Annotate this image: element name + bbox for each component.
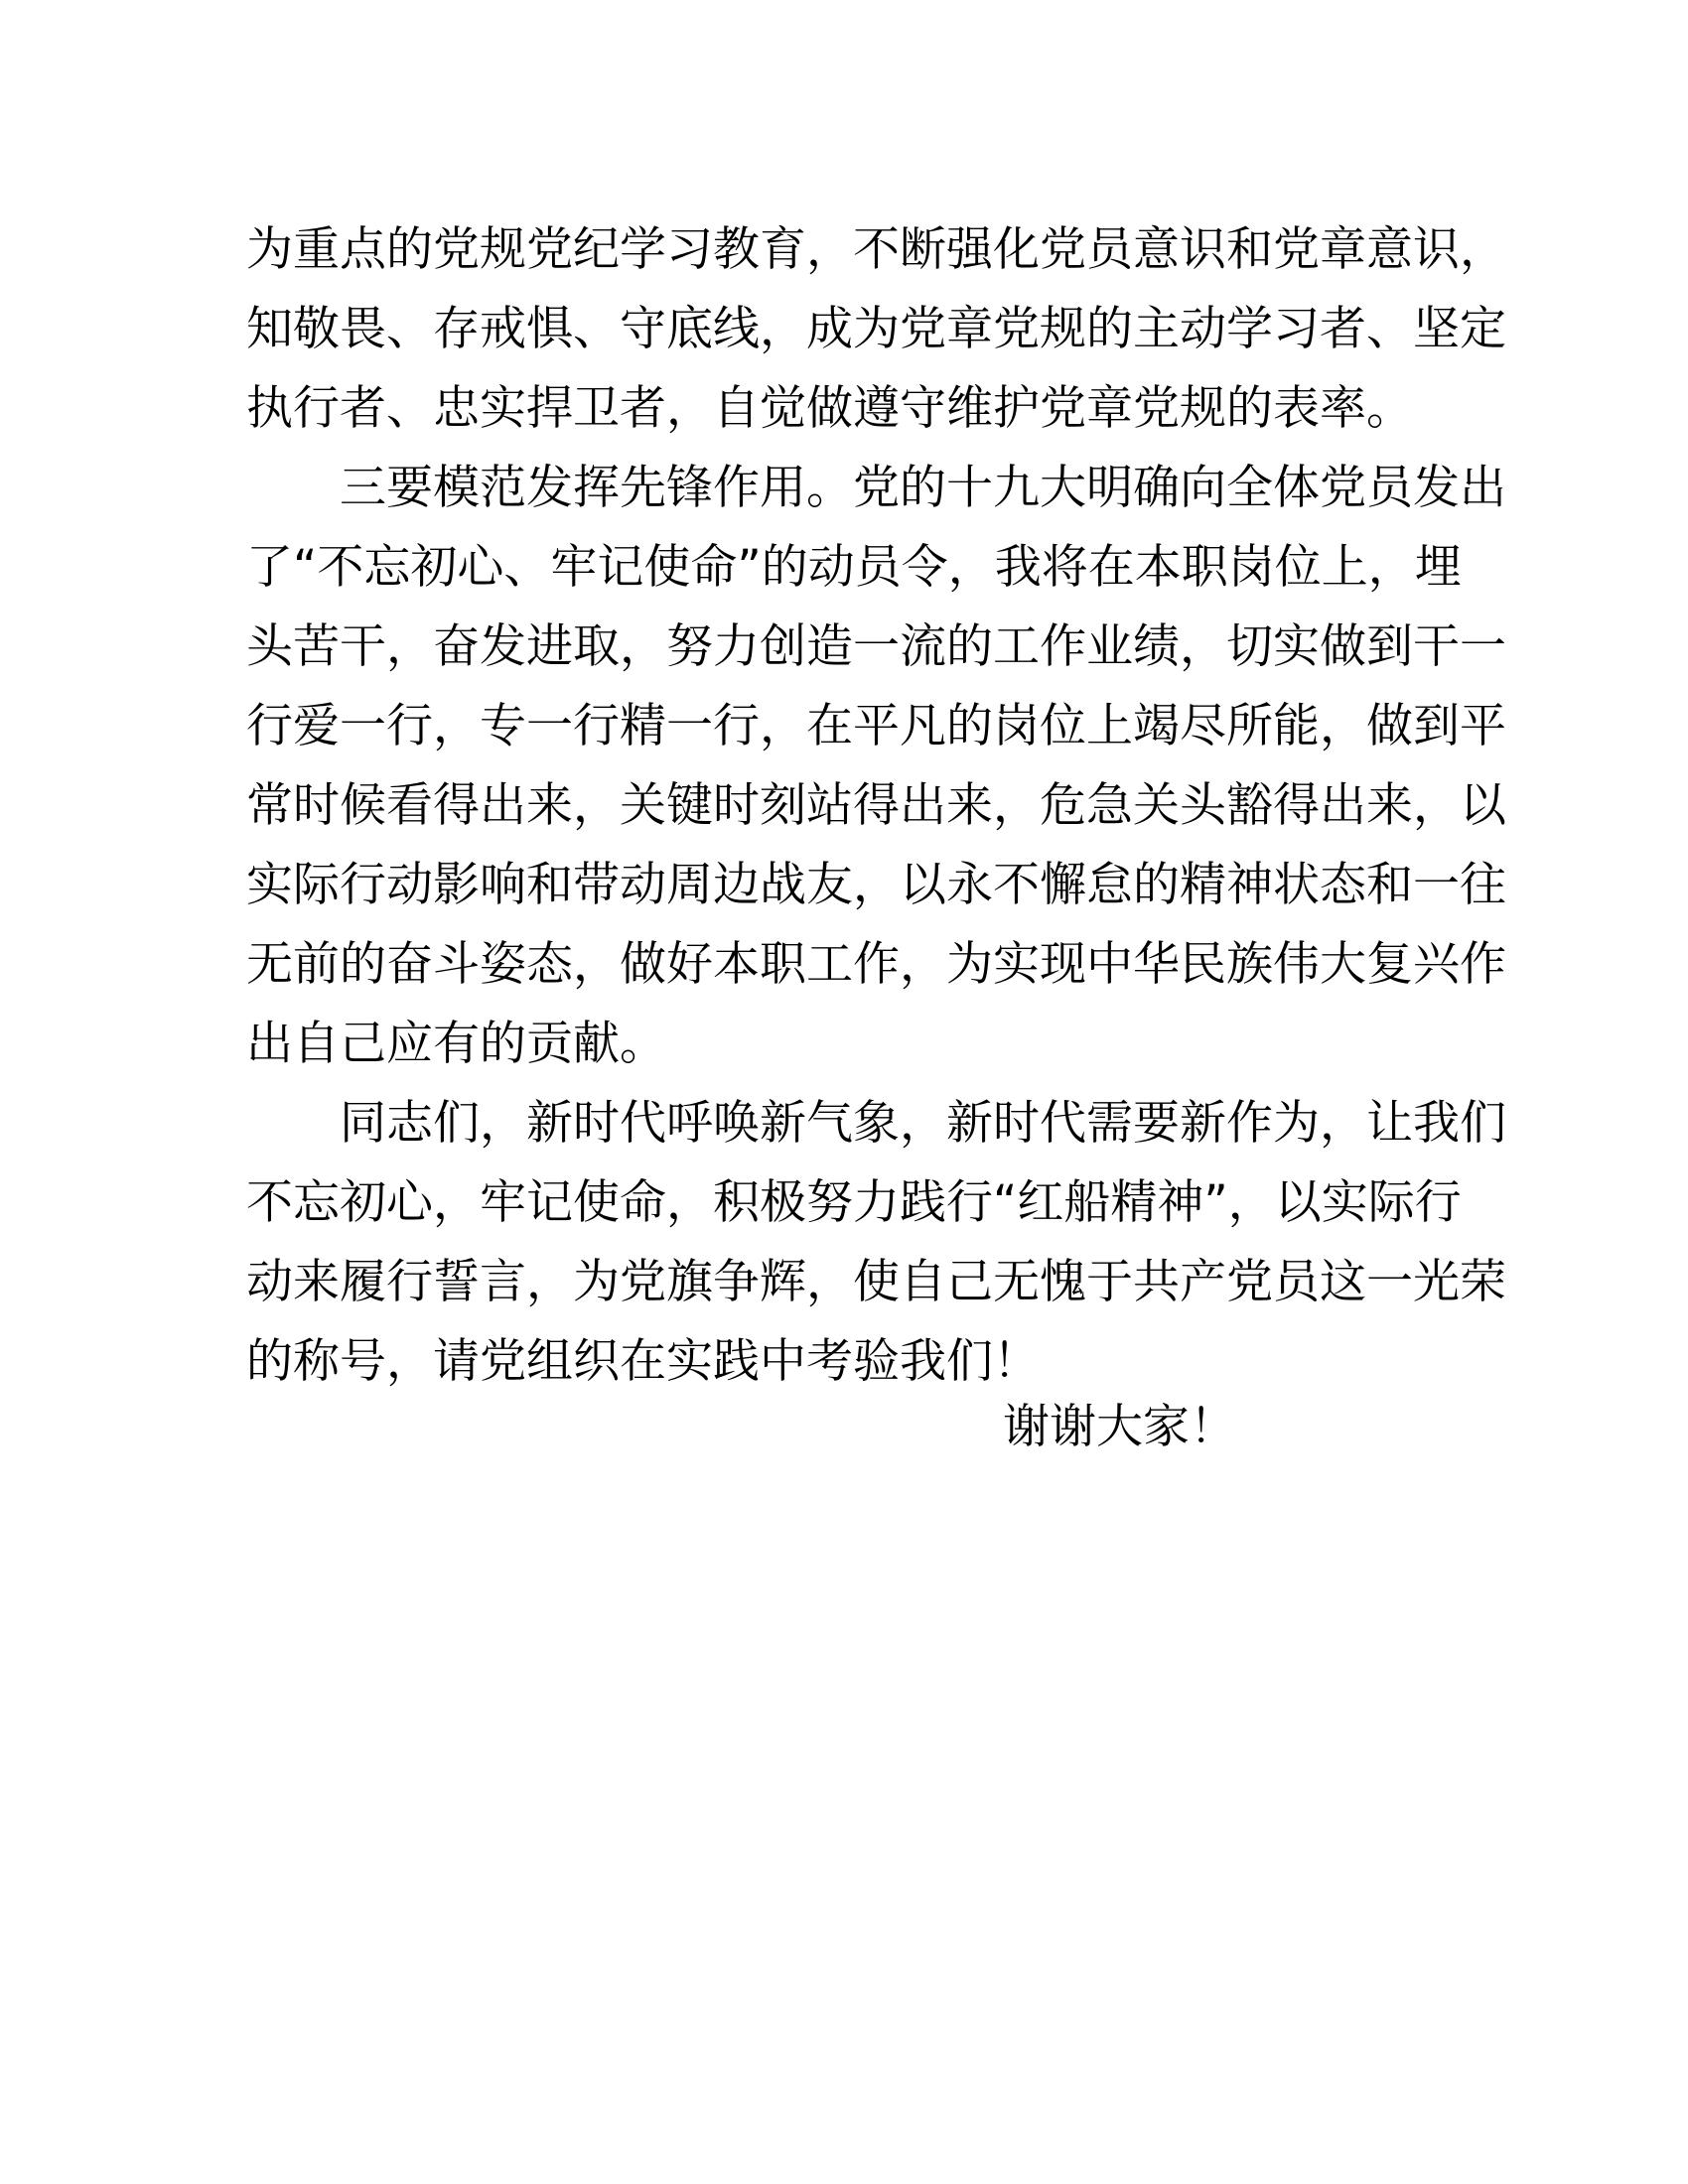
text-line: 知敬畏、存戒惧、守底线，成为党章党规的主动学习者、坚定	[246, 302, 1506, 356]
text-line: 行爱一行，专一行精一行，在平凡的岗位上竭尽所能，做到平	[246, 699, 1506, 753]
text-line: 实际行动影响和带动周边战友，以永不懈怠的精神状态和一往	[246, 858, 1506, 912]
text-line: 同志们，新时代呼唤新气象，新时代需要新作为，让我们	[340, 1096, 1506, 1151]
text-line: 出自己应有的贡献。	[246, 1017, 666, 1071]
text-line: 执行者、忠实捍卫者，自觉做遵守维护党章党规的表率。	[246, 381, 1413, 436]
text-line: 不忘初心，牢记使命，积极努力践行“红船精神”，以实际行	[246, 1175, 1462, 1230]
text-line: 的称号，请党组织在实践中考验我们！	[246, 1334, 1040, 1389]
text-line: 常时候看得出来，关键时刻站得出来，危急关头豁得出来，以	[246, 778, 1506, 833]
text-line: 动来履行誓言，为党旗争辉，使自己无愧于共产党员这一光荣	[246, 1255, 1506, 1309]
text-line: 无前的奋斗姿态，做好本职工作，为实现中华民族伟大复兴作	[246, 937, 1506, 992]
text-line: 了“不忘初心、牢记使命”的动员令，我将在本职岗位上，埋	[246, 540, 1462, 595]
body-text	[246, 210, 1506, 1402]
text-line: 为重点的党规党纪学习教育，不断强化党员意识和党章意识，	[246, 222, 1506, 277]
text-line: 头苦干，奋发进取，努力创造一流的工作业绩，切实做到干一	[246, 619, 1506, 674]
text-line: 三要模范发挥先锋作用。党的十九大明确向全体党员发出	[340, 461, 1506, 515]
closing-remark: 谢谢大家！	[1003, 1400, 1236, 1454]
